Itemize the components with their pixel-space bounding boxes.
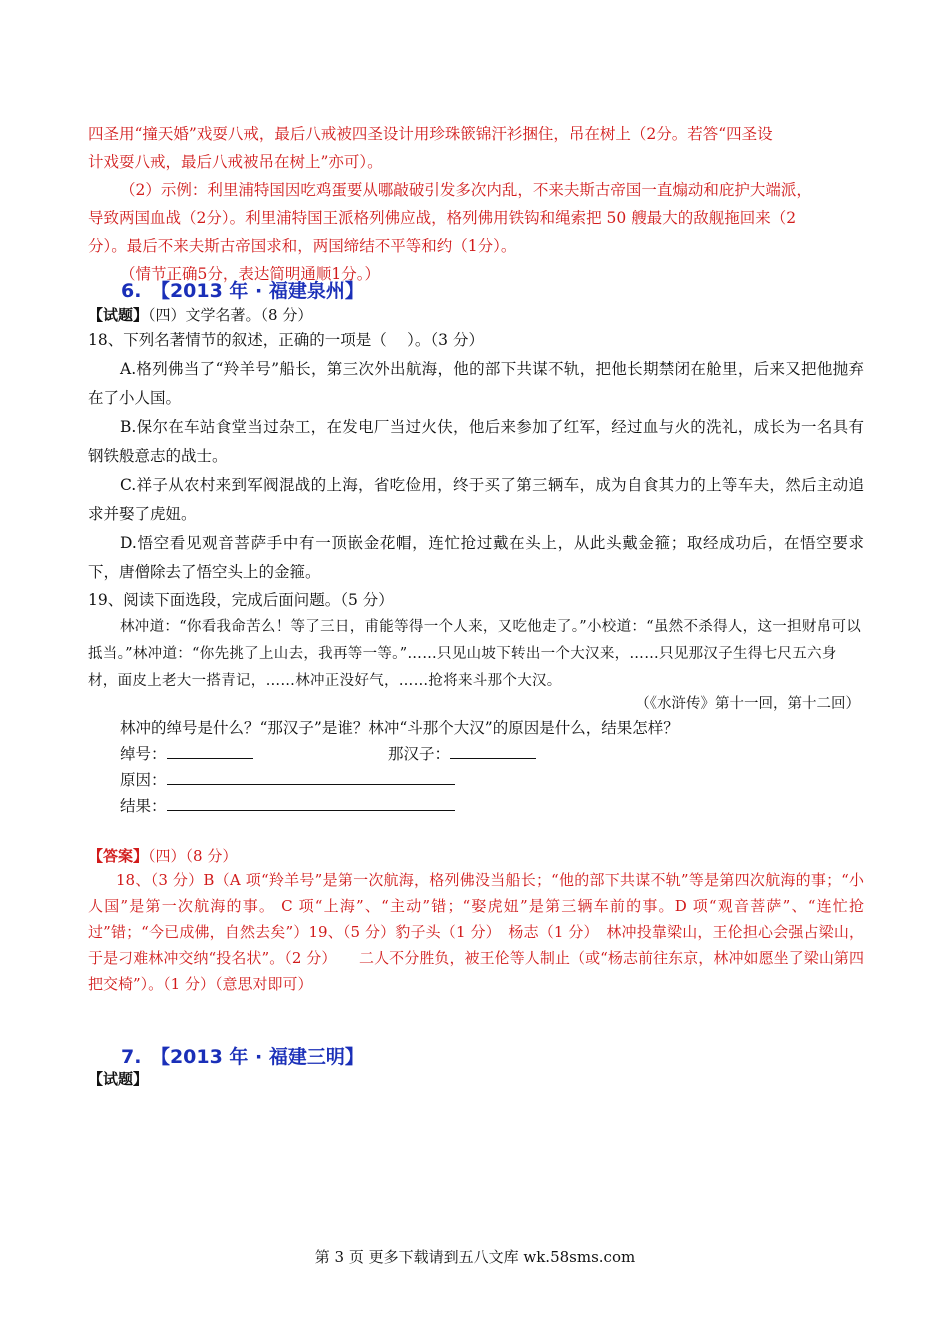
question-tag: 【试题】 xyxy=(88,1070,149,1088)
answer-tag xyxy=(88,845,237,866)
option-c: C.祥子从农村来到军阀混战的上海，省吃俭用，终于买了第三辆车，成为自食其力的上等车夫，然后主动追求并娶了虎妞。 xyxy=(88,476,864,523)
page-footer: 第 3 页 更多下载请到五八文库 wk.58sms.com xyxy=(314,1248,636,1266)
nickname-label: 绰号： xyxy=(120,745,167,763)
option-b: B.保尔在车站食堂当过杂工，在发电厂当过火伕，他后来参加了红军，经过血与火的洗礼，成长为一名具有钢铁般意志的战士。 xyxy=(88,418,864,465)
man-blank[interactable] xyxy=(450,744,536,759)
man-field xyxy=(388,742,536,764)
option-a: A.格列佛当了“羚羊号”船长，第三次外出航海，他的部下共谋不轨，把他长期禁闭在舱里，后来又把他抛弃在了小人国。 xyxy=(88,360,864,407)
option-d: D.悟空看见观音菩萨手中有一顶嵌金花帽，连忙抢过戴在头上，从此头戴金箍；取经成功后，在悟空要求下，唐僧除去了悟空头上的金箍。 xyxy=(88,534,864,581)
passage-quote: 林冲道：“你看我命苦么！等了三日，甫能等得一个人来，又吃他走了。”小校道：“虽然不杀得人，这一担财帛可以抵当。”林冲道：“你先挑了上山去，我再等一等。”……只见山坡下转出一个大汉来，……只见那汉子生得七尺五六身材，面皮上老大一搭青记，……林冲正没好气，……抢将来斗那个大汉。 xyxy=(88,619,862,689)
result-field xyxy=(120,794,455,816)
passage-source: （《水浒传》第十一回，第十二回） xyxy=(635,696,860,712)
prev-answer-block xyxy=(88,120,864,288)
section-heading: 7. 【2013 年 · 福建三明】 xyxy=(121,1046,364,1068)
question-tag xyxy=(88,304,312,325)
nickname-blank[interactable] xyxy=(167,744,253,759)
reason-blank[interactable] xyxy=(167,770,455,785)
answer-title: （四）（8 分） xyxy=(148,847,238,865)
answer-tag-label: 【答案】 xyxy=(88,847,149,865)
question-19: 19、阅读下面选段，完成后面问题。（5 分） xyxy=(88,591,394,609)
reason-label: 原因： xyxy=(120,771,167,789)
prev-answer-line: 分）。最后不来夫斯古帝国求和，两国缔结不平等和约（1分）。 xyxy=(88,237,517,255)
question-prompt: 林冲的绰号是什么？“那汉子”是谁？林冲“斗那个大汉”的原因是什么，结果怎样？ xyxy=(120,719,679,737)
nickname-field xyxy=(120,742,253,764)
result-blank[interactable] xyxy=(167,796,455,811)
question-18: 18、下列名著情节的叙述，正确的一项是（ ）。（3 分） xyxy=(88,331,484,349)
result-label: 结果： xyxy=(120,797,167,815)
section-heading: 6. 【2013 年 · 福建泉州】 xyxy=(121,280,364,302)
prev-answer-line: 计戏耍八戒，最后八戒被吊在树上”亦可）。 xyxy=(88,153,383,171)
prev-answer-line: 四圣用“撞天婚”戏耍八戒，最后八戒被四圣设计用珍珠篏锦汗衫捆住，吊在树上（2分。若答“四圣设 xyxy=(88,125,773,143)
section-title: （四）文学名著。（8 分） xyxy=(148,306,313,324)
prev-answer-line: 导致两国血战（2分）。利里浦特国王派格列佛应战，格列佛用铁钩和绳索把 50 艘最大的敌舰拖回来（2 xyxy=(88,209,797,227)
man-label: 那汉子： xyxy=(388,745,451,763)
prev-answer-line: （2）示例：利里浦特国因吃鸡蛋要从哪敲破引发多次内乱，不来夫斯古帝国一直煽动和庇护大端派， xyxy=(120,181,812,199)
reason-field xyxy=(120,768,455,790)
tag-label: 【试题】 xyxy=(88,306,149,324)
prev-answer-line: （情节正确5分，表达简明通顺1分。） xyxy=(120,265,380,283)
answer-text: 18、（3 分）B（A 项“羚羊号”是第一次航海，格列佛没当船长；“他的部下共谋不轨”等是第四次航海的事；“小人国”是第一次航海的事。 C 项“上海”、“主动”错；“娶虎妞”是第三辆车前的事。D 项“观音菩萨”、“连忙抢过”错；“今已成佛，自然去矣”）19、（5 分）豹子头（1 分） 杨志（1 分） 林冲投靠梁山，王伦担心会强占梁山，于是刁难林冲交纳“投名状”。（2 分） 二人不分胜负，被王伦等人制止（或“杨志前往东京，林冲如愿坐了梁山第四把交椅”）。（1 分）（意思对即可） xyxy=(88,871,864,993)
